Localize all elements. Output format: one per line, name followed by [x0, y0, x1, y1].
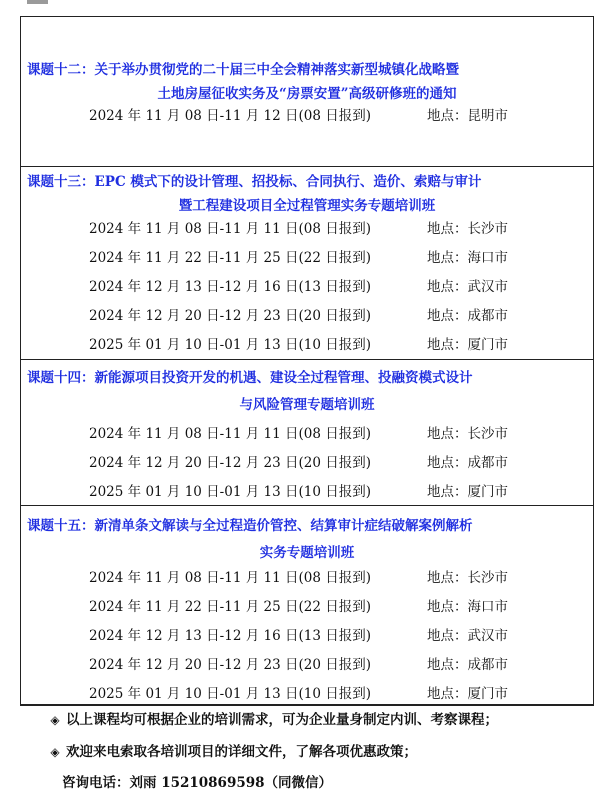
- session-row: [89, 277, 559, 297]
- course-title-line1: 课题十五：新清单条文解读与全过程造价管控、结算审计症结破解案例解析: [27, 518, 473, 534]
- session-date: 2024 年 12 月 13 日-12 月 16 日(13 日报到): [89, 628, 371, 644]
- session-row: [89, 655, 559, 675]
- course-title-line2: 实务专题培训班: [259, 545, 355, 561]
- course-title-line1: 课题十三：EPC 模式下的设计管理、招投标、合同执行、造价、索赔与审计: [27, 174, 482, 190]
- session-location: 地点：成都市: [427, 657, 508, 673]
- session-row: [89, 453, 559, 473]
- course-section-13: [21, 167, 593, 360]
- session-location: 地点：厦门市: [427, 484, 508, 500]
- footer-note-2: [44, 741, 612, 763]
- session-date: 2024 年 11 月 22 日-11 月 25 日(22 日报到): [89, 599, 371, 615]
- session-location: 地点：长沙市: [427, 570, 508, 586]
- diamond-bullet-icon: ◈: [50, 745, 60, 759]
- session-row: [89, 335, 559, 355]
- session-date: 2024 年 11 月 08 日-11 月 12 日(08 日报到): [89, 108, 371, 124]
- session-date: 2024 年 12 月 20 日-12 月 23 日(20 日报到): [89, 308, 371, 324]
- footer-note-1: [44, 709, 612, 731]
- session-date: 2025 年 01 月 10 日-01 月 13 日(10 日报到): [89, 337, 371, 353]
- session-location: 地点：成都市: [427, 308, 508, 324]
- session-location: 地点：昆明市: [427, 108, 508, 124]
- session-date: 2025 年 01 月 10 日-01 月 13 日(10 日报到): [89, 686, 371, 702]
- session-row: [89, 568, 559, 588]
- session-location: 地点：成都市: [427, 455, 508, 471]
- session-date: 2024 年 12 月 20 日-12 月 23 日(20 日报到): [89, 657, 371, 673]
- session-row: [89, 597, 559, 617]
- session-location: 地点：厦门市: [427, 686, 508, 702]
- course-title-line2: 土地房屋征收实务及“房票安置”高级研修班的通知: [157, 86, 457, 102]
- course-title: [27, 58, 587, 106]
- session-row: [89, 248, 559, 268]
- session-row: [89, 684, 559, 704]
- session-date: 2024 年 11 月 22 日-11 月 25 日(22 日报到): [89, 250, 371, 266]
- footer-note-text: 欢迎来电索取各培训项目的详细文件，了解各项优惠政策；: [66, 744, 417, 760]
- session-row: [89, 106, 559, 126]
- contact-line: [62, 772, 612, 794]
- session-row: [89, 306, 559, 326]
- course-title-line2: 与风险管理专题培训班: [239, 397, 375, 413]
- session-location: 地点：海口市: [427, 250, 508, 266]
- course-section-14: [21, 360, 593, 506]
- course-section-12: [21, 17, 593, 167]
- session-location: 地点：海口市: [427, 599, 508, 615]
- course-title: [27, 170, 587, 218]
- session-date: 2024 年 11 月 08 日-11 月 11 日(08 日报到): [89, 221, 371, 237]
- session-row: [89, 219, 559, 239]
- page-edge-marker: [27, 0, 48, 4]
- course-title: [27, 513, 587, 567]
- session-location: 地点：厦门市: [427, 337, 508, 353]
- session-location: 地点：长沙市: [427, 426, 508, 442]
- session-date: 2024 年 12 月 13 日-12 月 16 日(13 日报到): [89, 279, 371, 295]
- course-title-line1: 课题十四：新能源项目投资开发的机遇、建设全过程管理、投融资模式设计: [27, 370, 473, 386]
- course-title-line1: 课题十二：关于举办贯彻党的二十届三中全会精神落实新型城镇化战略暨: [27, 62, 459, 78]
- session-date: 2024 年 11 月 08 日-11 月 11 日(08 日报到): [89, 426, 371, 442]
- course-title-line2: 暨工程建设项目全过程管理实务专题培训班: [178, 198, 436, 214]
- session-row: [89, 424, 559, 444]
- session-location: 地点：武汉市: [427, 279, 508, 295]
- session-date: 2025 年 01 月 10 日-01 月 13 日(10 日报到): [89, 484, 371, 500]
- session-location: 地点：长沙市: [427, 221, 508, 237]
- session-row: [89, 626, 559, 646]
- session-row: [89, 482, 559, 502]
- session-date: 2024 年 11 月 08 日-11 月 11 日(08 日报到): [89, 570, 371, 586]
- course-title: [27, 365, 587, 419]
- footer-note-text: 以上课程均可根据企业的培训需求，可为企业量身制定内训、考察课程；: [66, 712, 498, 728]
- diamond-bullet-icon: ◈: [50, 713, 60, 727]
- session-location: 地点：武汉市: [427, 628, 508, 644]
- contact-phone: 咨询电话：刘雨 15210869598（同微信）: [62, 775, 333, 791]
- course-table: [20, 16, 594, 706]
- session-date: 2024 年 12 月 20 日-12 月 23 日(20 日报到): [89, 455, 371, 471]
- course-section-15: [21, 506, 593, 707]
